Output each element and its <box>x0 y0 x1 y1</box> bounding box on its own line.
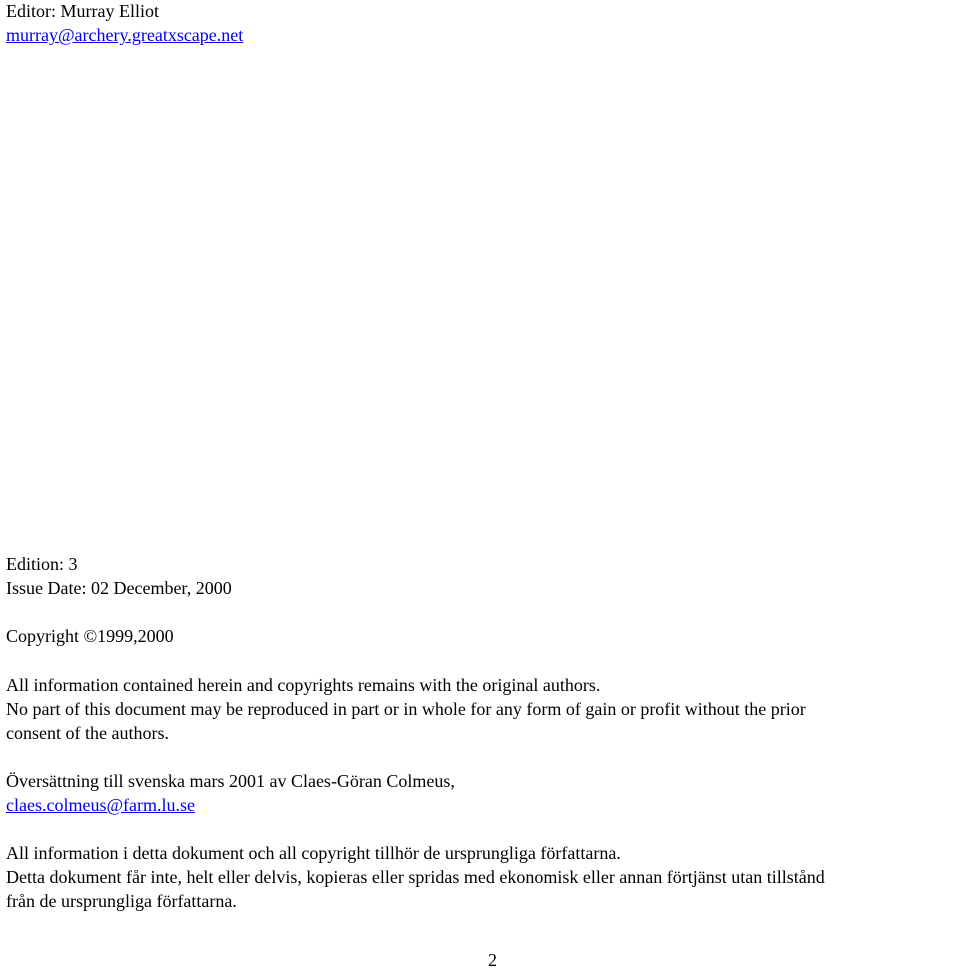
swedish-notice-line-1: All information i detta dokument och all copyright tillhör de ursprungliga författarna. <box>6 843 621 863</box>
english-notice-line-3: consent of the authors. <box>6 723 169 743</box>
english-notice-line-2: No part of this document may be reproduced in part or in whole for any form of gain or profit without the prior <box>6 699 806 719</box>
edition-line: Edition: 3 <box>6 554 78 574</box>
issue-date-line: Issue Date: 02 December, 2000 <box>6 578 232 598</box>
editor-email-link[interactable]: murray@archery.greatxscape.net <box>6 25 244 45</box>
swedish-notice-line-2: Detta dokument får inte, helt eller delvis, kopieras eller spridas med ekonomisk eller annan förtjänst utan tillstånd <box>6 867 825 887</box>
editor-line: Editor: Murray Elliot <box>6 1 159 21</box>
translation-line: Översättning till svenska mars 2001 av Claes-Göran Colmeus, <box>6 771 455 791</box>
page-number: 2 <box>488 950 497 970</box>
english-notice-line-1: All information contained herein and copyrights remains with the original authors. <box>6 675 601 695</box>
swedish-notice-line-3: från de ursprungliga författarna. <box>6 891 237 911</box>
translator-email-link[interactable]: claes.colmeus@farm.lu.se <box>6 795 196 815</box>
copyright-line: Copyright ©1999,2000 <box>6 626 174 646</box>
